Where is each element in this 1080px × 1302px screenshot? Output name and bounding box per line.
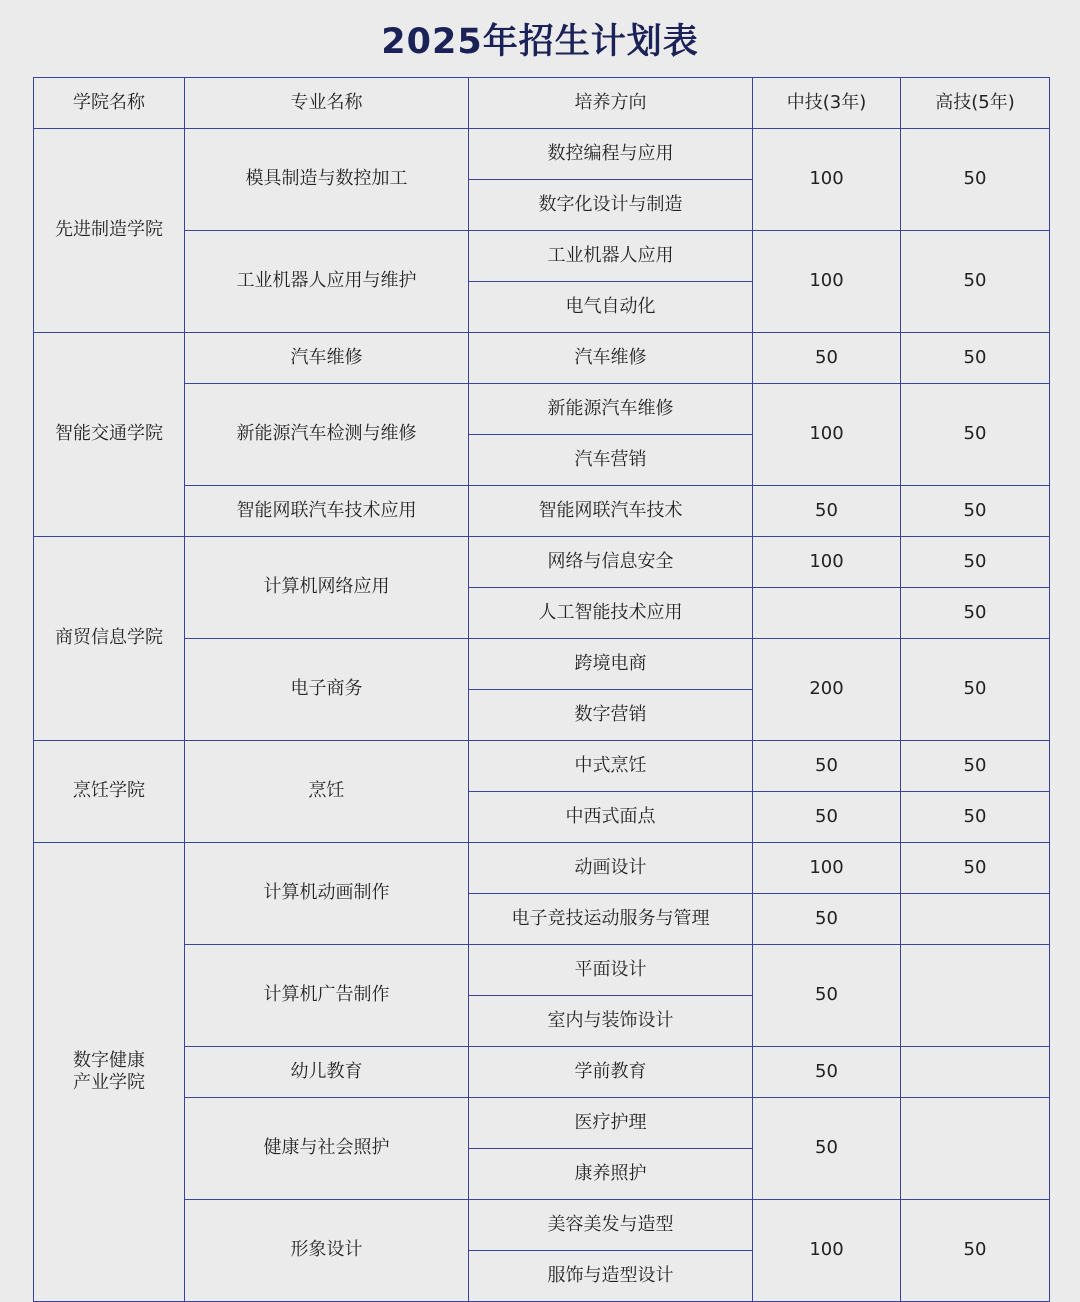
mid-count-cell: 50	[753, 792, 901, 843]
table-row	[34, 537, 1050, 588]
direction-cell: 中西式面点	[469, 792, 753, 843]
direction-cell: 汽车营销	[469, 435, 753, 486]
table-header-row	[34, 78, 1050, 129]
college-cell: 商贸信息学院	[34, 537, 185, 741]
direction-cell: 康养照护	[469, 1149, 753, 1200]
table-row	[34, 231, 1050, 282]
major-cell: 烹饪	[185, 741, 469, 843]
header-mid-tech: 中技(3年)	[753, 78, 901, 129]
major-cell: 形象设计	[185, 1200, 469, 1302]
table-row	[34, 129, 1050, 180]
major-cell: 计算机动画制作	[185, 843, 469, 945]
high-count-cell: 50	[901, 537, 1050, 588]
high-count-cell: 50	[901, 792, 1050, 843]
table-row	[34, 333, 1050, 384]
college-cell: 先进制造学院	[34, 129, 185, 333]
major-cell: 计算机广告制作	[185, 945, 469, 1047]
direction-cell: 汽车维修	[469, 333, 753, 384]
high-count-cell: 50	[901, 231, 1050, 333]
direction-cell: 新能源汽车维修	[469, 384, 753, 435]
mid-count-cell: 50	[753, 333, 901, 384]
major-cell: 幼儿教育	[185, 1047, 469, 1098]
mid-count-cell: 100	[753, 537, 901, 588]
mid-count-cell: 50	[753, 945, 901, 1047]
high-count-cell: 50	[901, 1200, 1050, 1302]
major-cell: 计算机网络应用	[185, 537, 469, 639]
table-row	[34, 843, 1050, 894]
table-row	[34, 945, 1050, 996]
high-count-cell	[901, 1098, 1050, 1200]
mid-count-cell	[753, 588, 901, 639]
major-cell: 电子商务	[185, 639, 469, 741]
table-row	[34, 741, 1050, 792]
mid-count-cell: 50	[753, 741, 901, 792]
high-count-cell: 50	[901, 333, 1050, 384]
high-count-cell: 50	[901, 129, 1050, 231]
direction-cell: 数控编程与应用	[469, 129, 753, 180]
major-cell: 健康与社会照护	[185, 1098, 469, 1200]
mid-count-cell: 50	[753, 1047, 901, 1098]
direction-cell: 数字化设计与制造	[469, 180, 753, 231]
direction-cell: 动画设计	[469, 843, 753, 894]
mid-count-cell: 100	[753, 129, 901, 231]
table-row	[34, 1098, 1050, 1149]
major-cell: 模具制造与数控加工	[185, 129, 469, 231]
direction-cell: 平面设计	[469, 945, 753, 996]
major-cell: 工业机器人应用与维护	[185, 231, 469, 333]
direction-cell: 医疗护理	[469, 1098, 753, 1149]
major-cell: 新能源汽车检测与维修	[185, 384, 469, 486]
mid-count-cell: 100	[753, 384, 901, 486]
mid-count-cell: 100	[753, 231, 901, 333]
mid-count-cell: 100	[753, 843, 901, 894]
header-college: 学院名称	[34, 78, 185, 129]
high-count-cell: 50	[901, 384, 1050, 486]
direction-cell: 美容美发与造型	[469, 1200, 753, 1251]
mid-count-cell: 50	[753, 894, 901, 945]
table-row	[34, 1200, 1050, 1251]
direction-cell: 跨境电商	[469, 639, 753, 690]
table-row	[34, 639, 1050, 690]
mid-count-cell: 50	[753, 486, 901, 537]
direction-cell: 数字营销	[469, 690, 753, 741]
mid-count-cell: 100	[753, 1200, 901, 1302]
high-count-cell: 50	[901, 486, 1050, 537]
high-count-cell: 50	[901, 639, 1050, 741]
enrollment-plan-table	[33, 77, 1050, 1302]
page-title: 2025年招生计划表	[381, 22, 699, 62]
direction-cell: 智能网联汽车技术	[469, 486, 753, 537]
high-count-cell	[901, 1047, 1050, 1098]
direction-cell: 学前教育	[469, 1047, 753, 1098]
direction-cell: 网络与信息安全	[469, 537, 753, 588]
direction-cell: 工业机器人应用	[469, 231, 753, 282]
college-cell: 数字健康 产业学院	[34, 843, 185, 1302]
mid-count-cell: 50	[753, 1098, 901, 1200]
direction-cell: 中式烹饪	[469, 741, 753, 792]
table-row	[34, 1047, 1050, 1098]
high-count-cell: 50	[901, 588, 1050, 639]
table-row	[34, 384, 1050, 435]
header-direction: 培养方向	[469, 78, 753, 129]
mid-count-cell: 200	[753, 639, 901, 741]
direction-cell: 电子竞技运动服务与管理	[469, 894, 753, 945]
direction-cell: 人工智能技术应用	[469, 588, 753, 639]
high-count-cell: 50	[901, 741, 1050, 792]
direction-cell: 服饰与造型设计	[469, 1251, 753, 1302]
high-count-cell: 50	[901, 843, 1050, 894]
college-cell: 智能交通学院	[34, 333, 185, 537]
table-row	[34, 486, 1050, 537]
header-major: 专业名称	[185, 78, 469, 129]
header-high-tech: 高技(5年)	[901, 78, 1050, 129]
direction-cell: 室内与装饰设计	[469, 996, 753, 1047]
major-cell: 汽车维修	[185, 333, 469, 384]
major-cell: 智能网联汽车技术应用	[185, 486, 469, 537]
high-count-cell	[901, 945, 1050, 1047]
direction-cell: 电气自动化	[469, 282, 753, 333]
college-cell: 烹饪学院	[34, 741, 185, 843]
high-count-cell	[901, 894, 1050, 945]
